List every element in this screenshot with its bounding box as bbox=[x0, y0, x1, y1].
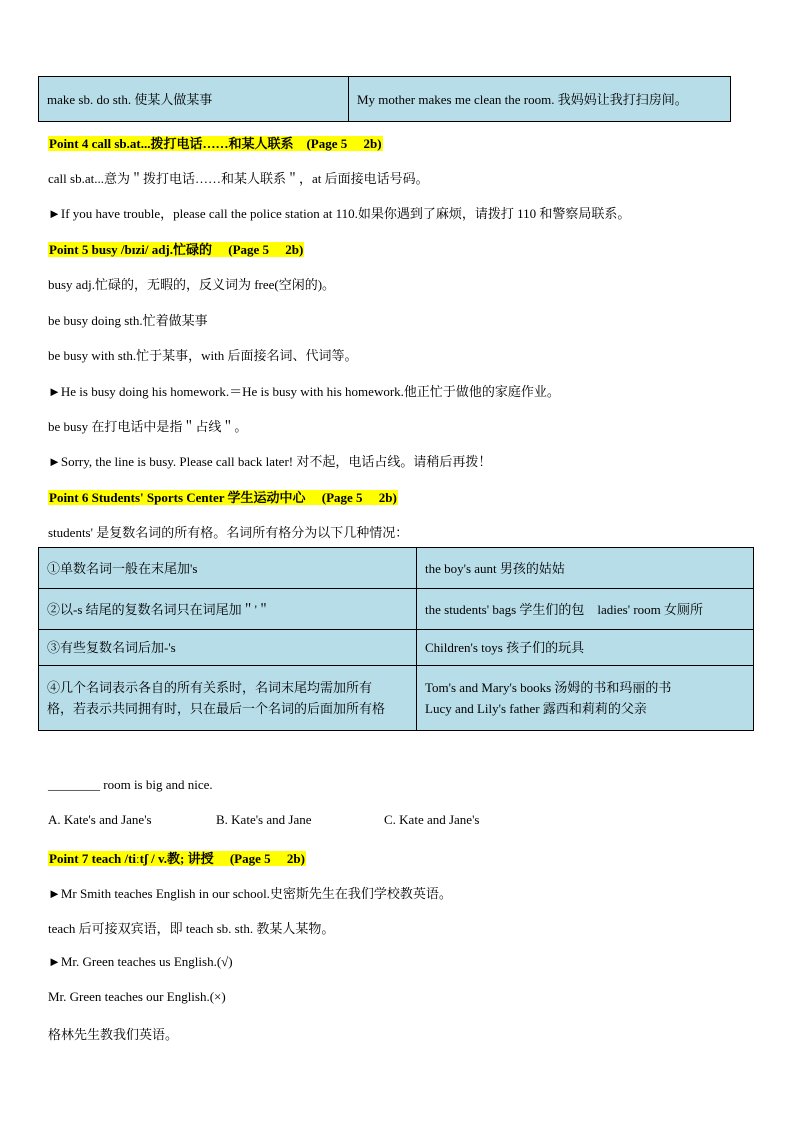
phrase-table bbox=[38, 76, 731, 122]
exercise-question: ________ room is big and nice. bbox=[48, 777, 213, 792]
phrase-example-cell: My mother makes me clean the room. 我妈妈让我打扫房间。 bbox=[349, 77, 731, 122]
rule-line: 格，若表示共同拥有时，只在最后一个名词的后面加所有格 bbox=[47, 701, 386, 716]
point4-example: ►If you have trouble，please call the police station at 110.如果你遇到了麻烦，请拨打 110 和警察局联系。 bbox=[48, 206, 631, 221]
example-line: Tom's and Mary's books 汤姆的书和玛丽的书 bbox=[425, 680, 672, 695]
point5-line4: be busy 在打电话中是指＂占线＂。 bbox=[48, 419, 248, 434]
point5-example1: ►He is busy doing his homework.＝He is busy with his homework.他正忙于做他的家庭作业。 bbox=[48, 384, 560, 399]
rule-cell: ②以-s 结尾的复数名词只在词尾加＂'＂ bbox=[39, 589, 417, 630]
rule-cell bbox=[39, 666, 417, 731]
point5-line3: be busy with sth.忙于某事，with 后面接名词、代词等。 bbox=[48, 348, 358, 363]
phrase-cell: make sb. do sth. 使某人做某事 bbox=[39, 77, 349, 122]
table-row bbox=[39, 630, 754, 666]
point6-heading: Point 6 Students' Sports Center 学生运动中心 (Page 5 2b) bbox=[49, 490, 397, 505]
point6-intro: students' 是复数名词的所有格。名词所有格分为以下几种情况： bbox=[48, 525, 409, 540]
rule-line: ④几个名词表示各自的所有关系时，名词末尾均需加所有 bbox=[47, 680, 373, 695]
point5-line1: busy adj.忙碌的，无暇的，反义词为 free(空闲的)。 bbox=[48, 277, 336, 292]
example-cell: the boy's aunt 男孩的姑姑 bbox=[417, 548, 754, 589]
table-row bbox=[39, 548, 754, 589]
point7-line1: teach 后可接双宾语，即 teach sb. sth. 教某人某物。 bbox=[48, 921, 335, 936]
point7-example1: ►Mr Smith teaches English in our school.史密斯先生在我们学校教英语。 bbox=[48, 886, 452, 901]
example-cell: Children's toys 孩子们的玩具 bbox=[417, 630, 754, 666]
possessive-rules-table bbox=[38, 547, 754, 731]
point7-example2: ►Mr. Green teaches us English.(√) bbox=[48, 954, 233, 969]
point4-heading: Point 4 call sb.at...拨打电话……和某人联系 (Page 5 2b) bbox=[49, 136, 382, 151]
point5-example2: ►Sorry, the line is busy. Please call back later! 对不起，电话占线。请稍后再拨！ bbox=[48, 454, 492, 469]
option-b: B. Kate's and Jane bbox=[216, 812, 312, 827]
point4-line1: call sb.at...意为＂拨打电话……和某人联系＂，at 后面接电话号码。 bbox=[48, 171, 429, 186]
rule-cell: ①单数名词一般在末尾加's bbox=[39, 548, 417, 589]
table-row bbox=[39, 666, 754, 731]
example-line: Lucy and Lily's father 露西和莉莉的父亲 bbox=[425, 701, 647, 716]
point7-line2: Mr. Green teaches our English.(×) bbox=[48, 989, 226, 1004]
example-cell: the students' bags 学生们的包 ladies' room 女厕所 bbox=[417, 589, 754, 630]
point5-line2: be busy doing sth.忙着做某事 bbox=[48, 313, 208, 328]
rule-cell: ③有些复数名词后加-'s bbox=[39, 630, 417, 666]
point7-line3: 格林先生教我们英语。 bbox=[48, 1027, 179, 1042]
option-a: A. Kate's and Jane's bbox=[48, 812, 152, 827]
point5-heading: Point 5 busy /bɪzi/ adj.忙碌的 (Page 5 2b) bbox=[49, 242, 304, 257]
option-c: C. Kate and Jane's bbox=[384, 812, 480, 827]
table-row bbox=[39, 589, 754, 630]
point7-heading: Point 7 teach /tiːtʃ / v.教; 讲授 (Page 5 2b) bbox=[49, 851, 305, 866]
example-cell bbox=[417, 666, 754, 731]
